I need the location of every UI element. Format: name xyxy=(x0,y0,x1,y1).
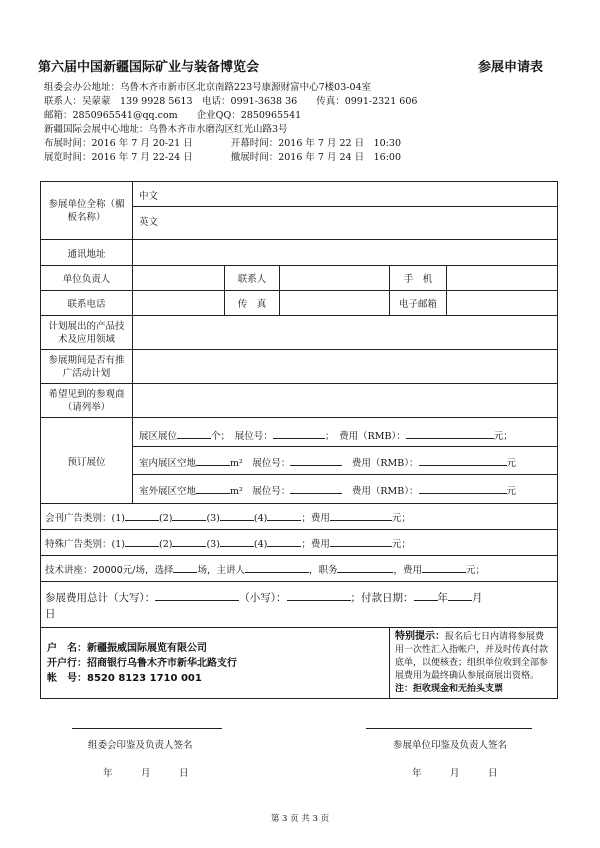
booth-line-standard xyxy=(139,428,513,442)
exhibitor-name-label: 参展单位全称（楣板名称） xyxy=(41,182,133,240)
document-title: 第六届中国新疆国际矿业与装备博览会 xyxy=(38,60,260,75)
bank-info xyxy=(41,628,390,699)
year-label: 年 xyxy=(437,591,448,604)
booth-number-label: 展位号： xyxy=(252,458,291,469)
seminar-text: 元/场，选择 xyxy=(122,564,174,576)
fee-input[interactable] xyxy=(330,536,392,547)
area-unit: m² xyxy=(230,458,243,469)
mobile-field[interactable] xyxy=(447,266,558,291)
seminar-text: 场，主讲人 xyxy=(197,564,245,576)
info-line: 邮箱：2850965541@qq.com 企业QQ：2850965541 xyxy=(44,110,302,121)
document-type-title: 参展申请表 xyxy=(478,60,544,75)
fee-input[interactable] xyxy=(330,510,392,521)
fee-input[interactable] xyxy=(422,562,466,573)
email-label: 电子邮箱 xyxy=(390,291,447,316)
ad-option[interactable]: (2) xyxy=(158,538,173,550)
pay-year-input[interactable] xyxy=(414,590,438,601)
seminar-text: ，费用 xyxy=(393,564,422,576)
booth-number-label: 展位号： xyxy=(252,486,291,497)
booth-label: 展区展位 xyxy=(139,431,178,442)
address-field[interactable] xyxy=(133,240,558,266)
seminar-row xyxy=(41,556,558,582)
contact-field[interactable] xyxy=(280,266,390,291)
special-ad-label: 特殊广告类别： xyxy=(45,538,112,550)
name-en-label: 英文 xyxy=(139,217,159,228)
products-label: 计划展出的产品技术及应用领域 xyxy=(41,316,133,350)
booth-line-indoor xyxy=(139,455,516,469)
exhibitor-date: 年 月 日 xyxy=(412,768,498,779)
booth-number-label: 展位号： xyxy=(234,431,273,442)
application-form xyxy=(40,181,558,699)
head-label: 单位负责人 xyxy=(41,266,133,291)
booth-number-input[interactable] xyxy=(290,455,342,466)
booth-count-input[interactable] xyxy=(177,428,211,439)
ad-option[interactable]: (1) xyxy=(111,538,125,550)
visitors-label: 希望见到的参观商（请列举） xyxy=(41,384,133,418)
fee-label: 费用（RMB）： xyxy=(351,486,419,497)
outdoor-label: 室外展区空地 xyxy=(139,486,197,497)
info-line: 联系人：吴蒙蒙 139 9928 5613 电话：0991-3638 36 传真：0991-2321 606 xyxy=(44,96,418,107)
visitors-field[interactable] xyxy=(133,384,558,418)
promo-label: 参展期间是否有推广活动计划 xyxy=(41,350,133,384)
fee-unit: 元； xyxy=(391,538,411,550)
fee-label: ；费用 xyxy=(301,512,330,524)
products-field[interactable] xyxy=(133,316,558,350)
ad-option[interactable]: (2) xyxy=(158,512,173,524)
position-input[interactable] xyxy=(337,562,393,573)
phone-field[interactable] xyxy=(133,291,225,316)
booth-number-input[interactable] xyxy=(290,483,342,494)
total-figure-input[interactable] xyxy=(287,590,351,601)
head-field[interactable] xyxy=(133,266,225,291)
info-line: 组委会办公地址：乌鲁木齐市新市区北京南路223号康源财富中心7楼03-04室 xyxy=(44,82,372,93)
fee-label: 费用（RMB）： xyxy=(339,431,406,442)
organizer-date: 年 月 日 xyxy=(103,768,189,779)
month-label: 月 xyxy=(472,591,483,604)
area-unit: m² xyxy=(230,486,243,497)
exhibitor-signature-label: 参展单位印鉴及负责人签名 xyxy=(393,740,508,751)
bank-name: 开户行：招商银行乌鲁木齐市新华北路支行 xyxy=(47,657,237,669)
booking-label: 预订展位 xyxy=(41,418,133,504)
info-line: 新疆国际会展中心地址：乌鲁木齐市水磨沟区红光山路3号 xyxy=(44,124,288,135)
booth-count-unit: 个； xyxy=(211,431,226,442)
seminar-text: ，职务 xyxy=(308,564,338,576)
journal-ad-row xyxy=(41,504,558,530)
special-notice xyxy=(390,628,558,699)
address-label: 通讯地址 xyxy=(41,240,133,266)
total-row xyxy=(41,582,558,628)
fee-unit: 元； xyxy=(466,564,486,576)
notice-note: 注：拒收现金和无抬头支票 xyxy=(395,684,504,694)
fee-unit: 元； xyxy=(493,431,513,442)
indoor-label: 室内展区空地 xyxy=(139,458,197,469)
account-number: 帐 号：8520 8123 1710 001 xyxy=(47,672,202,684)
fee-input[interactable] xyxy=(419,455,507,466)
ad-option[interactable]: (4) xyxy=(253,538,268,550)
ad-option[interactable]: (4) xyxy=(253,512,268,524)
total-label: 参展费用总计（大写）： xyxy=(45,591,156,604)
day-label: 日 xyxy=(45,607,56,620)
fee-unit: 元 xyxy=(506,486,517,497)
info-line: 布展时间：2016 年 7 月 20-21 日 开幕时间：2016 年 7 月 22 日 10:30 xyxy=(44,138,401,149)
promo-field[interactable] xyxy=(133,350,558,384)
speaker-input[interactable] xyxy=(245,562,309,573)
fax-label: 传 真 xyxy=(225,291,280,316)
email-field[interactable] xyxy=(447,291,558,316)
outdoor-area-input[interactable] xyxy=(196,483,230,494)
fax-field[interactable] xyxy=(280,291,390,316)
contact-label: 联系人 xyxy=(225,266,280,291)
indoor-area-input[interactable] xyxy=(196,455,230,466)
pay-month-input[interactable] xyxy=(448,590,472,601)
pay-date-label: ；付款日期： xyxy=(350,591,414,604)
fee-input[interactable] xyxy=(406,428,494,439)
ad-option[interactable]: (3) xyxy=(206,538,220,550)
seminar-label: 技术讲座： xyxy=(45,564,93,576)
special-ad-row xyxy=(41,530,558,556)
organizer-signature-label: 组委会印鉴及负责人签名 xyxy=(88,740,193,751)
info-line: 展览时间：2016 年 7 月 22-24 日 撤展时间：2016 年 7 月 24 日 16:00 xyxy=(44,152,401,163)
fee-label: ；费用 xyxy=(301,538,330,550)
fee-unit: 元 xyxy=(506,458,517,469)
notice-title: 特别提示： xyxy=(395,631,445,642)
ad-option[interactable]: (3) xyxy=(206,512,220,524)
mobile-label: 手 机 xyxy=(390,266,447,291)
notice-text: 报名后七日内请将参展费用一次性汇入指帐户，并及时传真付款底单，以便核查；组织单位收到全部参展费用为最终确认参展商展出资格。 xyxy=(395,632,549,681)
page-number: 第 3 页 共 3 页 xyxy=(270,814,330,824)
fee-label: 费用（RMB）： xyxy=(351,458,419,469)
separator: ； xyxy=(324,431,330,442)
total-small-label: （小写）： xyxy=(239,591,287,604)
ad-option[interactable]: (1) xyxy=(111,512,125,524)
total-words-input[interactable] xyxy=(155,590,239,601)
name-cn-label: 中文 xyxy=(139,191,159,202)
journal-ad-label: 会刊广告类别： xyxy=(45,512,112,524)
fee-input[interactable] xyxy=(419,483,507,494)
booth-number-input[interactable] xyxy=(273,428,325,439)
sessions-input[interactable] xyxy=(173,562,197,573)
fee-unit: 元； xyxy=(391,512,411,524)
booth-options xyxy=(133,418,558,504)
phone-label: 联系电话 xyxy=(41,291,133,316)
seminar-price: 20000 xyxy=(92,564,123,576)
booth-line-outdoor xyxy=(139,483,516,497)
account-name: 户 名：新疆振威国际展览有限公司 xyxy=(47,642,207,654)
